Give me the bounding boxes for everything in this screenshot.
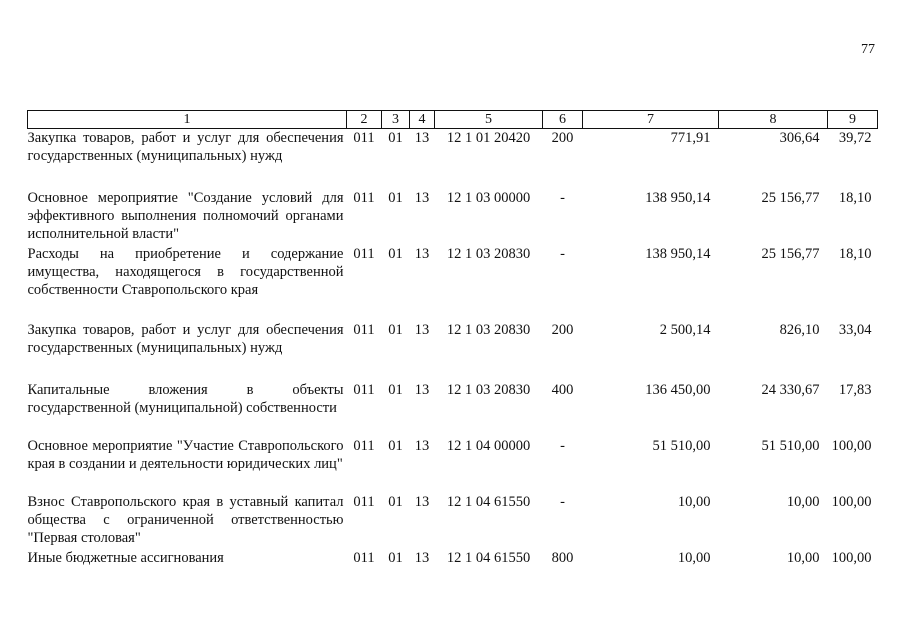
subsection-code: 13 <box>414 382 430 398</box>
table-row <box>28 493 878 549</box>
subsection-code: 13 <box>414 494 430 510</box>
amount-col7: 138 950,14 <box>645 246 711 262</box>
column-header-1: 1 <box>28 111 347 129</box>
table-row <box>28 437 878 493</box>
amount-col8: 10,00 <box>786 494 820 510</box>
percent-col9: 17,83 <box>838 382 872 398</box>
ministry-code: 011 <box>353 322 375 338</box>
target-article-code: 12 1 03 00000 <box>446 190 531 206</box>
amount-col7: 136 450,00 <box>645 382 711 398</box>
percent-col9: 18,10 <box>838 246 872 262</box>
table-row <box>28 321 878 381</box>
percent-col9: 18,10 <box>838 190 872 206</box>
section-code: 01 <box>388 130 403 146</box>
amount-col8: 25 156,77 <box>761 246 820 262</box>
column-header-7: 7 <box>583 111 719 129</box>
page-number: 77 <box>861 42 875 57</box>
expense-type-code: - <box>560 494 565 510</box>
expense-type-code: 400 <box>551 382 574 398</box>
subsection-code: 13 <box>414 438 430 454</box>
table-row <box>28 189 878 245</box>
row-name: Взнос Ставропольского края в уставный капитал общества с ограниченной ответственностью "Первая столовая" <box>27 494 344 546</box>
expense-type-code: 200 <box>551 130 574 146</box>
expense-type-code: 200 <box>551 322 574 338</box>
ministry-code: 011 <box>353 550 375 566</box>
row-name: Закупка товаров, работ и услуг для обеспечения государственных (муниципальных) нужд <box>27 130 344 164</box>
column-header-2: 2 <box>347 111 382 129</box>
target-article-code: 12 1 03 20830 <box>446 382 531 398</box>
table-row <box>28 245 878 321</box>
expense-type-code: - <box>560 246 565 262</box>
subsection-code: 13 <box>414 246 430 262</box>
amount-col8: 306,64 <box>779 130 820 146</box>
column-header-9: 9 <box>828 111 878 129</box>
row-name: Закупка товаров, работ и услуг для обеспечения государственных (муниципальных) нужд <box>27 322 344 356</box>
section-code: 01 <box>388 190 403 206</box>
amount-col7: 51 510,00 <box>652 438 711 454</box>
table-header <box>28 111 878 129</box>
percent-col9: 39,72 <box>838 130 872 146</box>
amount-col7: 138 950,14 <box>645 190 711 206</box>
expense-type-code: 800 <box>551 550 574 566</box>
table-row <box>28 129 878 190</box>
row-name: Основное мероприятие "Создание условий для эффективного выполнения полномочий органами исполнительной власти" <box>27 190 344 242</box>
amount-col8: 10,00 <box>786 550 820 566</box>
section-code: 01 <box>388 246 403 262</box>
section-code: 01 <box>388 438 403 454</box>
row-name: Расходы на приобретение и содержание имущества, находящегося в государственной собственности Ставропольского края <box>27 246 344 298</box>
row-name: Капитальные вложения в объекты государственной (муниципальной) собственности <box>27 382 344 416</box>
percent-col9: 100,00 <box>831 550 872 566</box>
ministry-code: 011 <box>353 130 375 146</box>
subsection-code: 13 <box>414 550 430 566</box>
target-article-code: 12 1 01 20420 <box>446 130 531 146</box>
amount-col7: 10,00 <box>677 494 711 510</box>
amount-col8: 826,10 <box>779 322 820 338</box>
ministry-code: 011 <box>353 382 375 398</box>
percent-col9: 33,04 <box>838 322 872 338</box>
section-code: 01 <box>388 494 403 510</box>
amount-col8: 51 510,00 <box>761 438 820 454</box>
amount-col7: 10,00 <box>677 550 711 566</box>
subsection-code: 13 <box>414 190 430 206</box>
section-code: 01 <box>388 322 403 338</box>
column-header-8: 8 <box>719 111 828 129</box>
amount-col7: 2 500,14 <box>659 322 711 338</box>
target-article-code: 12 1 03 20830 <box>446 322 531 338</box>
column-header-6: 6 <box>543 111 583 129</box>
section-code: 01 <box>388 550 403 566</box>
table-row <box>28 381 878 437</box>
section-code: 01 <box>388 382 403 398</box>
subsection-code: 13 <box>414 130 430 146</box>
expense-type-code: - <box>560 190 565 206</box>
ministry-code: 011 <box>353 494 375 510</box>
row-name: Основное мероприятие "Участие Ставропольского края в создании и деятельности юридических лиц" <box>27 438 344 472</box>
ministry-code: 011 <box>353 190 375 206</box>
column-header-3: 3 <box>382 111 410 129</box>
table-row <box>28 549 878 569</box>
target-article-code: 12 1 04 61550 <box>446 550 531 566</box>
budget-table <box>27 110 878 569</box>
column-header-4: 4 <box>410 111 435 129</box>
row-name: Иные бюджетные ассигнования <box>27 550 224 566</box>
column-header-5: 5 <box>435 111 543 129</box>
amount-col8: 25 156,77 <box>761 190 820 206</box>
ministry-code: 011 <box>353 438 375 454</box>
target-article-code: 12 1 04 00000 <box>446 438 531 454</box>
amount-col7: 771,91 <box>670 130 711 146</box>
target-article-code: 12 1 04 61550 <box>446 494 531 510</box>
subsection-code: 13 <box>414 322 430 338</box>
target-article-code: 12 1 03 20830 <box>446 246 531 262</box>
expense-type-code: - <box>560 438 565 454</box>
ministry-code: 011 <box>353 246 375 262</box>
amount-col8: 24 330,67 <box>761 382 820 398</box>
percent-col9: 100,00 <box>831 438 872 454</box>
percent-col9: 100,00 <box>831 494 872 510</box>
